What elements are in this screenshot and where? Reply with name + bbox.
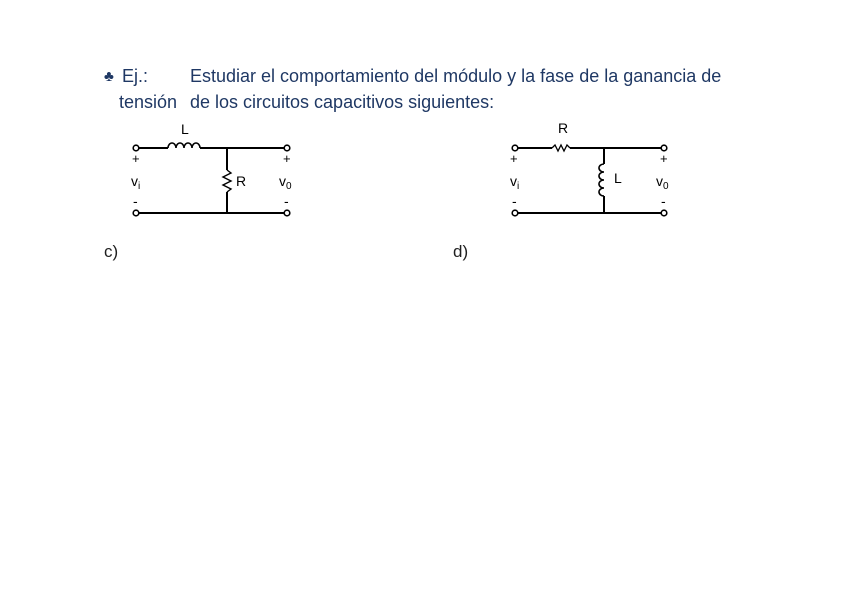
circuit-c-input-minus: -: [133, 193, 138, 209]
circuit-c-terminal-in-bottom: [133, 210, 139, 216]
circuit-c-terminal-out-top: [284, 145, 290, 151]
circuit-d-input-minus: -: [512, 193, 517, 209]
circuit-d-inductor: [599, 164, 604, 196]
circuit-d-inductor-label: L: [614, 170, 622, 186]
circuit-c-terminal-out-bottom: [284, 210, 290, 216]
circuit-d-output-minus: -: [661, 193, 666, 209]
exercise-statement-line1: Estudiar el comportamiento del módulo y la fase de la ganancia de: [190, 66, 722, 86]
tension-word: tensión: [119, 92, 178, 112]
circuit-c-input-voltage: $v_i$: [131, 173, 141, 192]
circuit-c-output-voltage: $v_0$: [279, 173, 292, 192]
circuit-c-terminal-in-top: [133, 145, 139, 151]
circuit-c-resistor-label: R: [236, 173, 247, 189]
circuit-c: [133, 143, 290, 216]
circuit-d: [512, 145, 667, 216]
circuit-d-output-voltage: $v_0$: [656, 173, 669, 192]
circuit-d-terminal-in-bottom: [512, 210, 518, 216]
circuit-c-input-plus: +: [132, 151, 140, 166]
circuit-c-caption: c): [104, 242, 119, 261]
circuit-d-terminal-out-top: [661, 145, 667, 151]
circuit-d-output-plus: +: [660, 151, 668, 166]
circuit-d-resistor: [552, 145, 570, 151]
circuit-d-resistor-label: R: [558, 120, 569, 136]
circuit-d-input-voltage: $v_i$: [510, 173, 520, 192]
circuit-c-output-plus: +: [283, 151, 291, 166]
circuit-d-caption: d): [453, 242, 469, 261]
club-bullet-icon: ♣: [104, 68, 114, 85]
circuit-d-terminal-out-bottom: [661, 210, 667, 216]
exercise-statement-line2: de los circuitos capacitivos siguientes:: [190, 92, 495, 112]
circuit-c-inductor: [168, 143, 200, 148]
circuit-c-inductor-label: L: [181, 121, 189, 137]
circuit-d-input-plus: +: [510, 151, 518, 166]
exercise-label: Ej.:: [122, 66, 149, 86]
circuit-c-output-minus: -: [284, 193, 289, 209]
circuit-c-resistor: [223, 170, 231, 192]
circuit-d-terminal-in-top: [512, 145, 518, 151]
